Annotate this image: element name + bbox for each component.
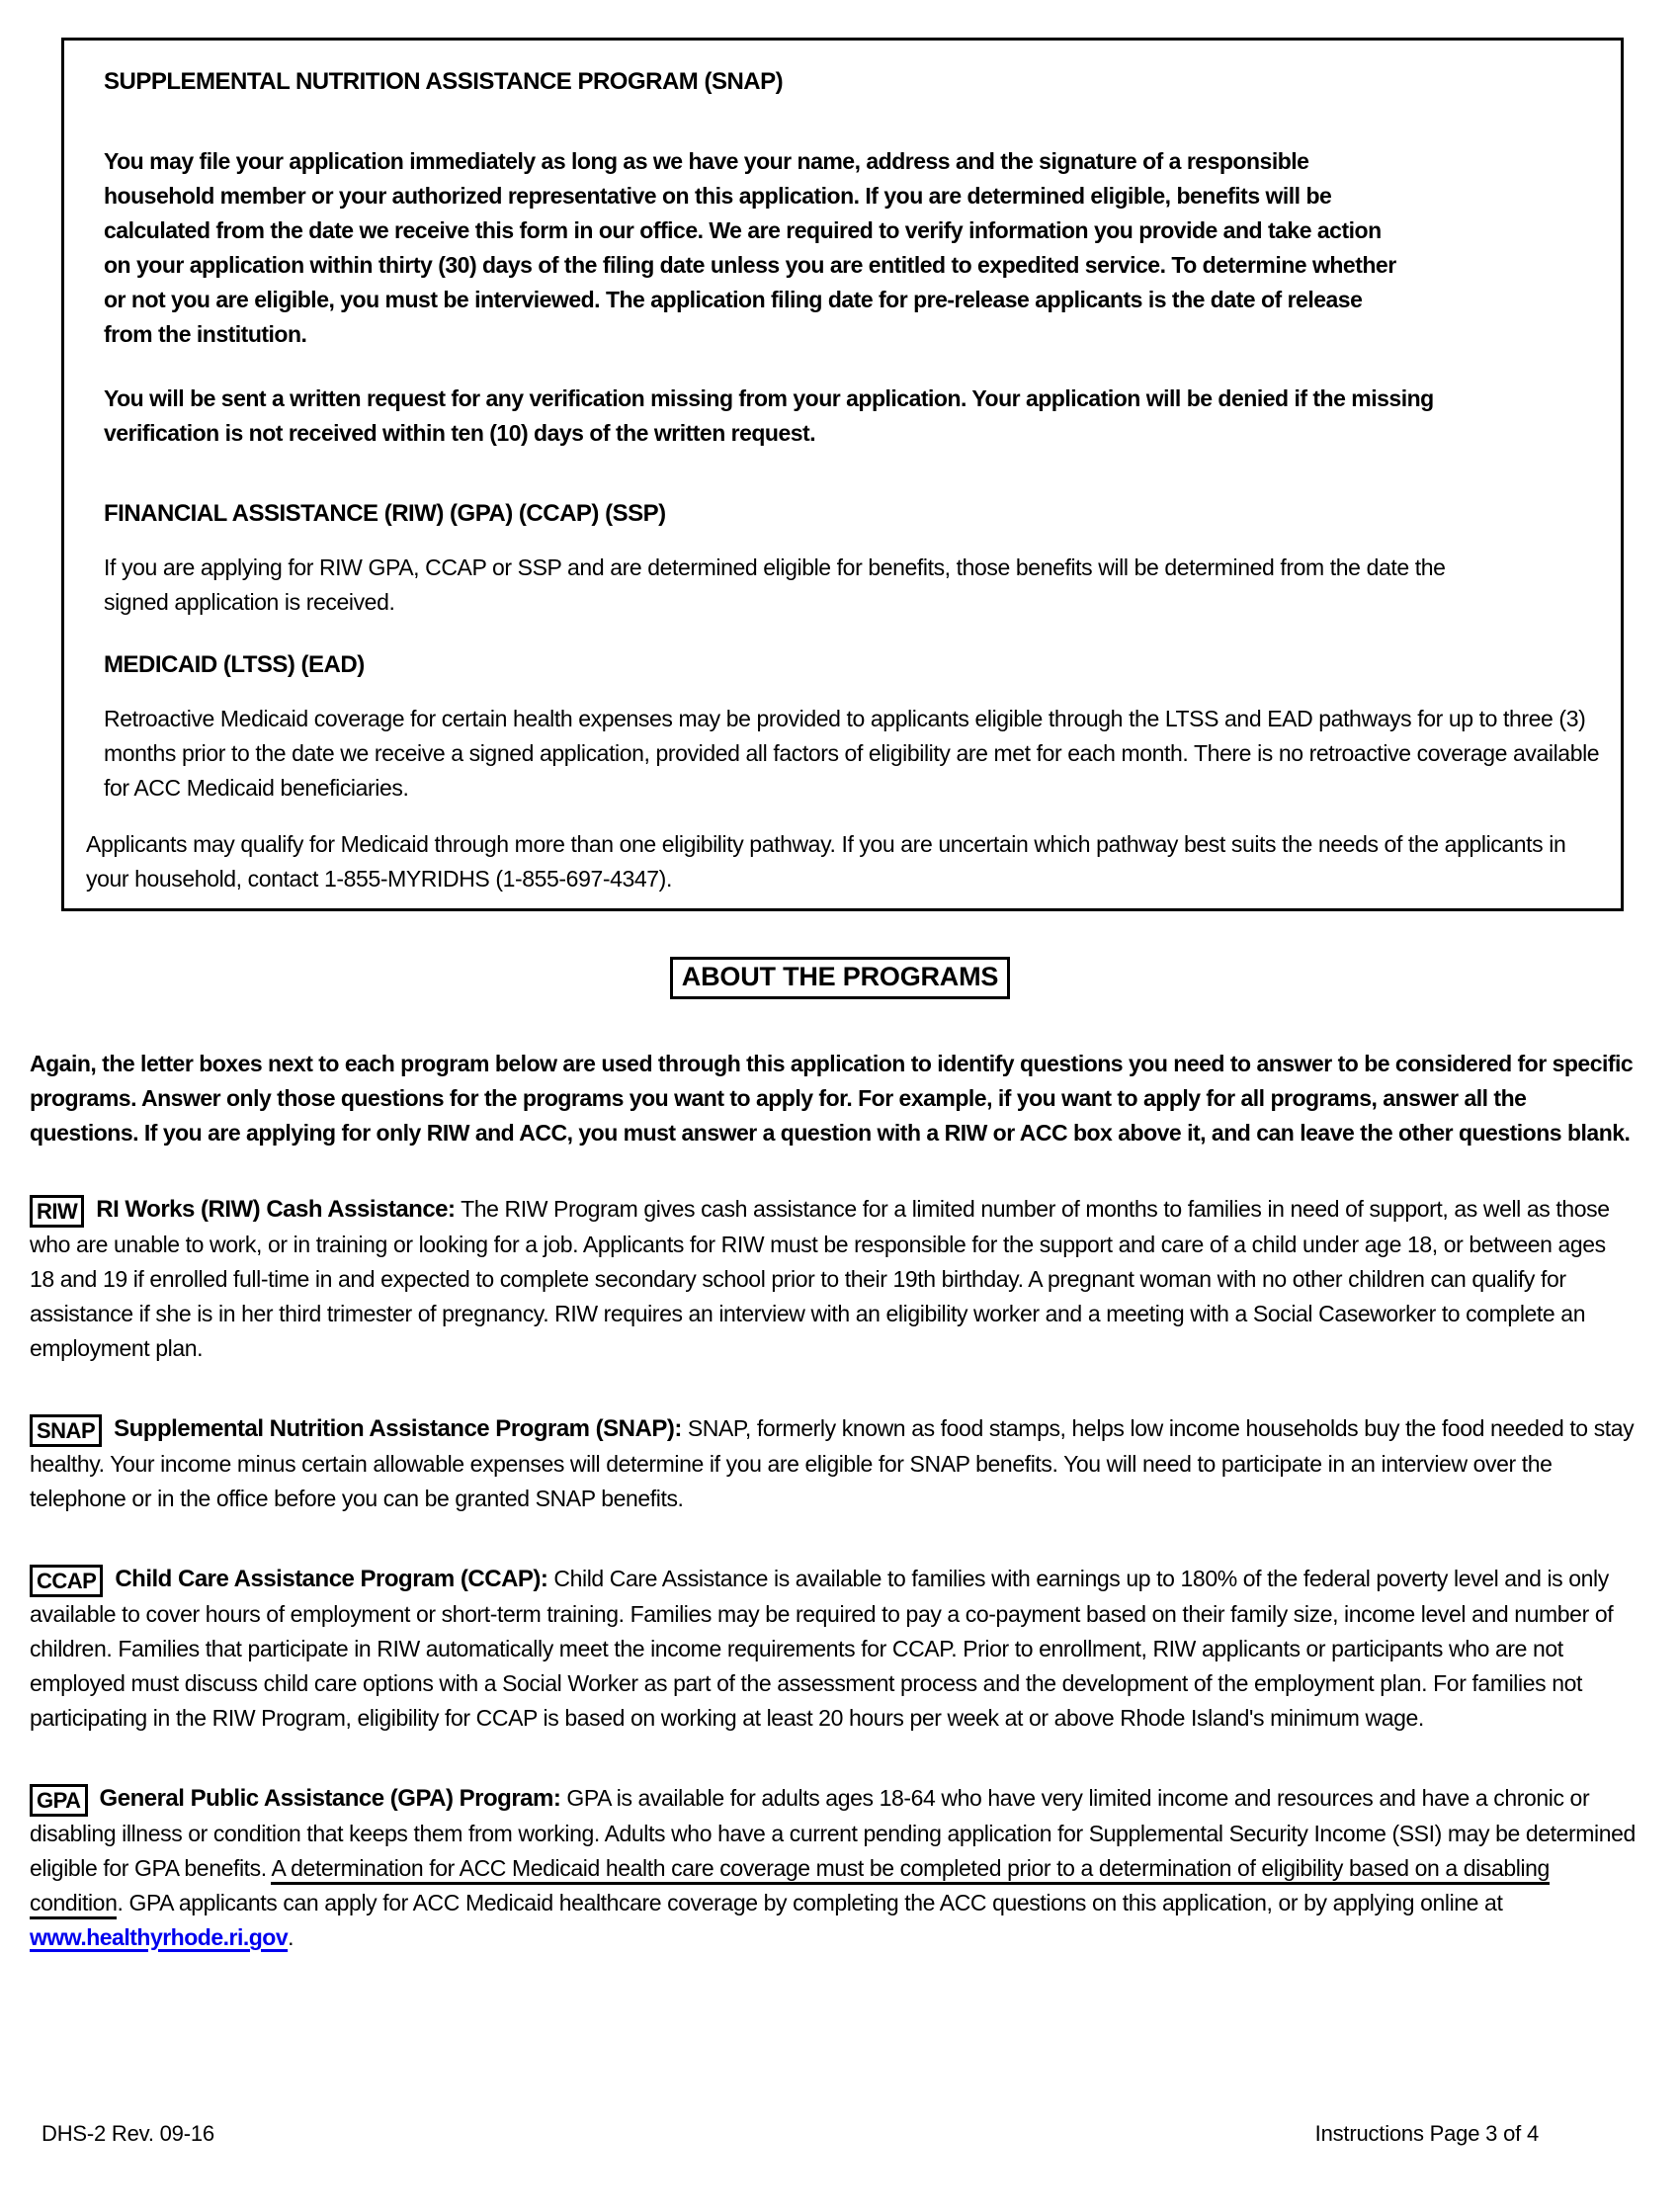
snap-code-box: SNAP xyxy=(30,1414,102,1447)
page-footer xyxy=(42,2121,1539,2147)
financial-assistance-paragraph: If you are applying for RIW GPA, CCAP or SSP and are determined eligible for benefits, those benefits will be determined from the date the signed application is received. xyxy=(104,554,1446,615)
riw-title: RI Works (RIW) Cash Assistance: xyxy=(96,1196,456,1223)
medicaid-pathway-paragraph: Applicants may qualify for Medicaid through more than one eligibility pathway. If you are uncertain which pathway best suits the needs of the applicants in your household, contact 1-855-MYRIDHS (1-855-697-4347). xyxy=(86,831,1566,892)
medicaid-heading: MEDICAID (LTSS) (EAD) xyxy=(104,651,365,678)
snap-description: SNAP, formerly known as food stamps, helps low income households buy the food needed to stay healthy. Your income minus certain allowable expenses will determine if you are eligible for SNAP benefits. You will need to participate in an interview over the telephone or in the office before you can be granted SNAP benefits. xyxy=(30,1415,1635,1511)
financial-assistance-heading: FINANCIAL ASSISTANCE (RIW) (GPA) (CCAP) (SSP) xyxy=(104,500,666,527)
letter-boxes-intro-paragraph: Again, the letter boxes next to each program below are used through this application to identify questions you need to answer to be considered for specific programs. Answer only those questions for the programs you want to apply for. For example, if you want to apply for all programs, answer all the questions. If you are applying for only RIW and ACC, you must answer a question with a RIW or ACC box above it, and can leave the other questions blank. xyxy=(30,1051,1634,1146)
page-number-label: Instructions Page 3 of 4 xyxy=(1314,2121,1539,2146)
ccap-description: Child Care Assistance is available to families with earnings up to 180% of the federal poverty level and is only available to cover hours of employment or short-term training. Families may be required to pay a co-payment based on their family size, income level and number of children. Families that participate in RIW automatically meet the income requirements for CCAP. Prior to enrollment, RIW applicants or participants who are not employed must discuss child care options with a Social Worker as part of the assessment process and the development of the employment plan. For families not participating in the RIW Program, eligibility for CCAP is based on working at least 20 hours per week at or above Rhode Island's minimum wage. xyxy=(30,1566,1614,1731)
snap-heading: SUPPLEMENTAL NUTRITION ASSISTANCE PROGRAM (SNAP) xyxy=(104,68,784,95)
gpa-description-end: . xyxy=(288,1924,294,1950)
gpa-underlined-requirement: A determination for ACC Medicaid health care coverage must be completed prior to a determination of eligibility based on a disabling condition xyxy=(30,1855,1550,1919)
program-gpa xyxy=(30,1781,1636,1955)
snap-title: Supplemental Nutrition Assistance Program (SNAP): xyxy=(114,1415,682,1442)
verification-paragraph: You will be sent a written request for any verification missing from your application. Your application will be denied if the missing verification is not received within ten (10) days of the written request. xyxy=(104,385,1434,446)
program-riw xyxy=(30,1192,1636,1366)
riw-code-box: RIW xyxy=(30,1195,84,1228)
program-snap xyxy=(30,1411,1636,1516)
snap-filing-paragraph: You may file your application immediately as long as we have your name, address and the signature of a responsible household member or your authorized representative on this application. If you are determined eligible, benefits will be calculated from the date we receive this form in our office. We are required to verify information you provide and take action on your application within thirty (30) days of the filing date unless you are entitled to expedited service. To determine whether or not you are eligible, you must be interviewed. The application filing date for pre-release applicants is the date of release from the institution. xyxy=(104,148,1396,347)
gpa-title: General Public Assistance (GPA) Program: xyxy=(99,1785,561,1812)
healthyrhode-link[interactable]: www.healthyrhode.ri.gov xyxy=(30,1924,289,1950)
about-the-programs-title: ABOUT THE PROGRAMS xyxy=(670,957,1010,999)
gpa-description-part1: GPA is available for adults ages 18-64 who have very limited income and resources and have a chronic or disabling illness or condition that keeps them from working. Adults who have a current pending application for Supplemental Security Income (SSI) may be determined eligible for GPA benefits. xyxy=(30,1785,1636,1881)
gpa-description-part2: . GPA applicants can apply for ACC Medicaid healthcare coverage by completing the ACC questions on this application, or by applying online at xyxy=(117,1890,1503,1915)
about-the-programs-section xyxy=(0,957,1680,999)
ccap-code-box: CCAP xyxy=(30,1565,103,1597)
gpa-code-box: GPA xyxy=(30,1784,88,1817)
form-revision-label: DHS-2 Rev. 09-16 xyxy=(42,2121,214,2146)
program-info-box xyxy=(61,38,1624,911)
document-page xyxy=(0,38,1680,2212)
riw-description: The RIW Program gives cash assistance for a limited number of months to families in need of support, as well as those who are unable to work, or in training or looking for a job. Applicants for RIW must be responsible for the support and care of a child under age 18, or between ages 18 and 19 if enrolled full-time in and expected to complete secondary school prior to their 19th birthday. A pregnant woman with no other children can qualify for assistance if she is in her third trimester of pregnancy. RIW requires an interview with an eligibility worker and a meeting with a Social Caseworker to complete an employment plan. xyxy=(30,1196,1610,1361)
medicaid-paragraph: Retroactive Medicaid coverage for certain health expenses may be provided to applicants eligible through the LTSS and EAD pathways for up to three (3) months prior to the date we receive a signed application, provided all factors of eligibility are met for each month. There is no retroactive coverage available for ACC Medicaid beneficiaries. xyxy=(104,706,1600,801)
program-ccap xyxy=(30,1562,1636,1736)
ccap-title: Child Care Assistance Program (CCAP): xyxy=(115,1566,548,1592)
